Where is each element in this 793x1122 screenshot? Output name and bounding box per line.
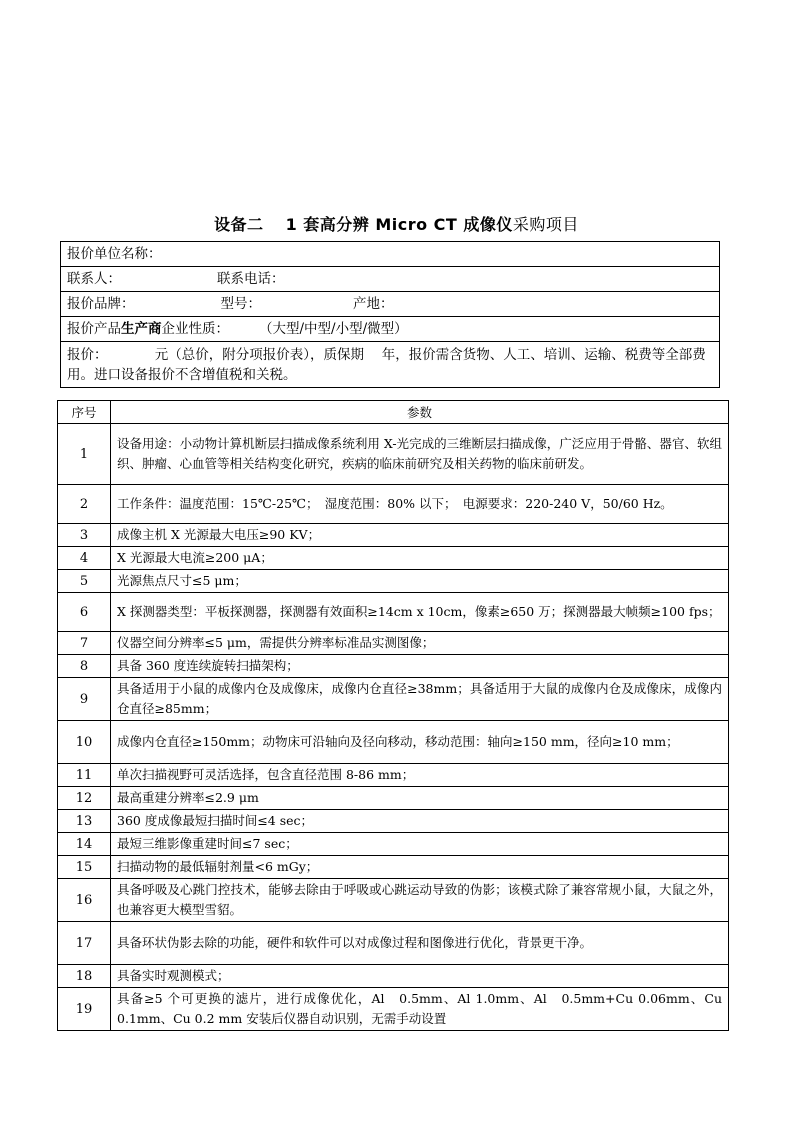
row-num: 17 — [58, 922, 111, 965]
table-row — [58, 593, 729, 632]
info-row-contact — [61, 267, 719, 292]
row-text: 360 度成像最短扫描时间≤4 sec； — [111, 810, 729, 833]
row-num: 19 — [58, 988, 111, 1031]
row-num: 1 — [58, 424, 111, 485]
row-num: 2 — [58, 485, 111, 524]
phone-label: 联系电话： — [217, 271, 285, 287]
row-text: 具备适用于小鼠的成像内仓及成像床，成像内仓直径≥38mm；具备适用于大鼠的成像内仓及成像床，成像内仓直径≥85mm； — [111, 678, 729, 721]
table-row — [58, 965, 729, 988]
row-num: 8 — [58, 655, 111, 678]
row-num: 12 — [58, 787, 111, 810]
table-row — [58, 787, 729, 810]
maker-prefix: 报价产品 — [67, 321, 121, 337]
row-text: 最短三维影像重建时间≤7 sec； — [111, 833, 729, 856]
row-num: 9 — [58, 678, 111, 721]
row-num: 13 — [58, 810, 111, 833]
table-row — [58, 632, 729, 655]
row-text: 成像主机 X 光源最大电压≥90 KV； — [111, 524, 729, 547]
title-suffix: 采购项目 — [512, 215, 579, 234]
row-text: 仪器空间分辨率≤5 μm，需提供分辨率标准品实测图像； — [111, 632, 729, 655]
row-text: X 光源最大电流≥200 μA； — [111, 547, 729, 570]
row-text: 光源焦点尺寸≤5 μm； — [111, 570, 729, 593]
row-num: 10 — [58, 721, 111, 764]
row-text: 具备≥5 个可更换的滤片，进行成像优化，Al 0.5mm、Al 1.0mm、Al 0.5mm+Cu 0.06mm、Cu 0.1mm、Cu 0.2 mm 安装后仪器自动识别，无需手动设置 — [111, 988, 729, 1031]
row-text: 设备用途：小动物计算机断层扫描成像系统利用 X-光完成的三维断层扫描成像，广泛应用于骨骼、器官、软组织、肿瘤、心血管等相关结构变化研究，疾病的临床前研究及相关药物的临床前研发。 — [111, 424, 729, 485]
table-row — [58, 988, 729, 1031]
info-row-price — [61, 342, 719, 387]
row-num: 4 — [58, 547, 111, 570]
info-row-brand — [61, 292, 719, 317]
row-text: 成像内仓直径≥150mm；动物床可沿轴向及径向移动，移动范围：轴向≥150 mm，径向≥10 mm； — [111, 721, 729, 764]
maker-suffix: 企业性质： — [161, 321, 229, 337]
contact-label: 联系人： — [67, 271, 121, 287]
row-num: 16 — [58, 879, 111, 922]
info-row-maker — [61, 317, 719, 342]
brand-label: 报价品牌： — [67, 296, 135, 312]
row-num: 15 — [58, 856, 111, 879]
table-row — [58, 485, 729, 524]
document-title — [0, 212, 793, 235]
table-row — [58, 721, 729, 764]
title-prefix: 设备二 — [214, 215, 264, 234]
row-text: 最高重建分辨率≤2.9 μm — [111, 787, 729, 810]
row-text: X 探测器类型：平板探测器，探测器有效面积≥14cm x 10cm，像素≥650 万；探测器最大帧频≥100 fps； — [111, 593, 729, 632]
table-row — [58, 570, 729, 593]
row-text: 扫描动物的最低辐射剂量<6 mGy； — [111, 856, 729, 879]
table-header-row — [58, 401, 729, 424]
row-num: 11 — [58, 764, 111, 787]
model-label: 型号： — [220, 296, 261, 312]
table-row — [58, 856, 729, 879]
row-text: 具备呼吸及心跳门控技术，能够去除由于呼吸或心跳运动导致的伪影；该模式除了兼容常规小鼠，大鼠之外，也兼容更大模型雪貂。 — [111, 879, 729, 922]
row-num: 18 — [58, 965, 111, 988]
title-main: 1 套高分辨 Micro CT 成像仪 — [285, 215, 513, 234]
table-row — [58, 810, 729, 833]
unit-name-label: 报价单位名称： — [67, 246, 162, 262]
row-text: 单次扫描视野可灵活选择，包含直径范围 8-86 mm； — [111, 764, 729, 787]
row-text: 工作条件：温度范围：15℃-25℃； 湿度范围：80% 以下； 电源要求：220-240 V，50/60 Hz。 — [111, 485, 729, 524]
row-num: 7 — [58, 632, 111, 655]
row-num: 6 — [58, 593, 111, 632]
header-param: 参数 — [111, 401, 729, 424]
origin-label: 产地： — [353, 296, 394, 312]
maker-options: （大型/中型/小型/微型） — [259, 321, 408, 337]
table-row — [58, 879, 729, 922]
quote-info-box — [60, 241, 720, 388]
table-row — [58, 764, 729, 787]
table-row — [58, 524, 729, 547]
parameter-table — [57, 400, 729, 1031]
table-row — [58, 655, 729, 678]
table-row — [58, 678, 729, 721]
price-text: 报价： 元（总价，附分项报价表），质保期 年，报价需含货物、人工、培训、运输、税费等全部费用。进口设备报价不含增值税和关税。 — [67, 347, 706, 383]
row-text: 具备实时观测模式； — [111, 965, 729, 988]
table-row — [58, 833, 729, 856]
info-row-unit — [61, 242, 719, 267]
table-row — [58, 922, 729, 965]
table-row — [58, 424, 729, 485]
row-num: 5 — [58, 570, 111, 593]
table-row — [58, 547, 729, 570]
row-num: 3 — [58, 524, 111, 547]
header-num: 序号 — [58, 401, 111, 424]
maker-bold: 生产商 — [121, 321, 162, 337]
row-text: 具备 360 度连续旋转扫描架构； — [111, 655, 729, 678]
row-text: 具备环状伪影去除的功能，硬件和软件可以对成像过程和图像进行优化，背景更干净。 — [111, 922, 729, 965]
row-num: 14 — [58, 833, 111, 856]
